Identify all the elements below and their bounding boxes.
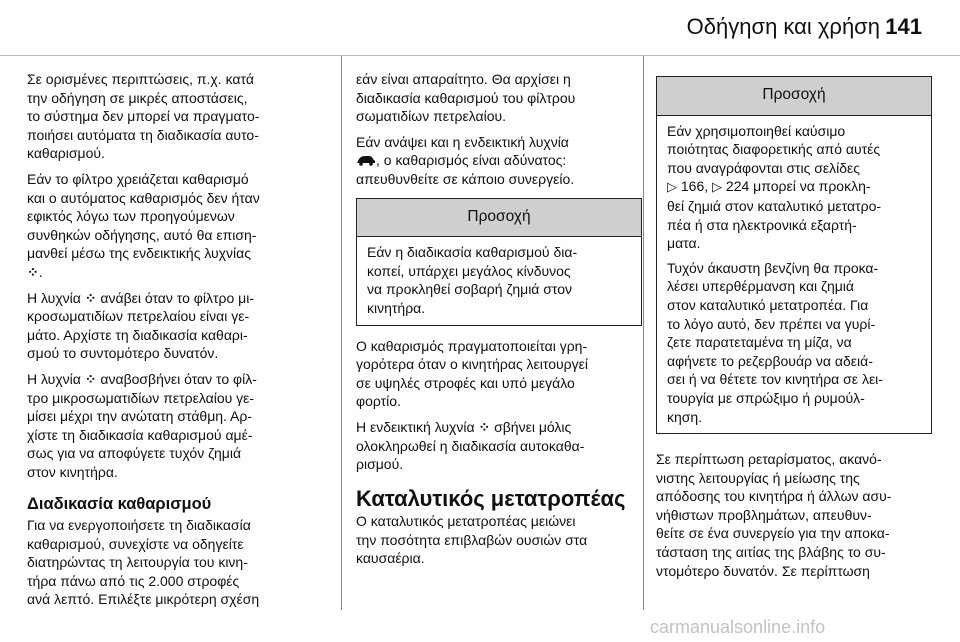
paragraph-high-rpm: Ο καθαρισμός πραγματοποιείται γρη- γορότερα όταν ο κινητήρας λειτουργεί σε υψηλές στροφές και υπό μεγάλο φορτίο. (356, 337, 588, 410)
caution-box-body: Εάν χρησιμοποιηθεί καύσιμο ποιότητας διαφορετικής από αυτές που αναγράφονται στις σελίδες ▷ 166, ▷ 224 μπορεί να προκλη- θεί ζημιά στον καταλυτικό μετατρο- πέα ή στα ηλεκτρονικά εξαρτή- ματα. Τυχόν άκαυστη βενζίνη θα προκα- λέσει υπερθέρμανση και ζημιά στον καταλυτικό μετατροπέα. Για το λόγο αυτό, δεν πρέπει να γυρί- ζετε παρατεταμένα τη μίζα, να αφήνετε το ρεζερβουάρ να αδειά- σει ή να θέτετε τον κινητήρα σε λει- τουργία με σπρώξιμο ή ρυμούλ- κηση. (667, 122, 883, 425)
page-reference-166[interactable]: 166 (680, 178, 705, 195)
page-reference-arrow-icon: ▷ (667, 179, 677, 195)
column-2 (356, 70, 642, 575)
caution-box-body: Εάν η διαδικασία καθαρισμού δια- κοπεί, υπάρχει μεγάλος κίνδυνος να προκληθεί σοβαρή ζημιά στον κινητήρα. (367, 244, 578, 316)
paragraph-engine-problems: Σε περίπτωση ρεταρίσματος, ακανό- νιστης λειτουργίας ή μείωσης της απόδοσης του κινητήρα ή άλλων ασυ- νήθιστων προβλημάτων, απευθυν- θείτε σε ένα συνεργείο για την αποκα- τάσταση της αιτίας της βλάβης το συ- ντομότερο δυνατόν. Σε περίπτωση (656, 451, 892, 579)
paragraph-cleaning-continue: εάν είναι απαραίτητο. Θα αρχίσει η διαδικασία καθαρισμού του φίλτρου σωματιδίων πετρελαίου. (356, 71, 576, 125)
car-service-icon (356, 152, 376, 163)
caution-box-fuel (656, 76, 932, 434)
paragraph-lamp-on: Η λυχνία ⁘ ανάβει όταν το φίλτρο μι- κροσωματιδίων πετρελαίου είναι γε- μάτο. Αρχίστε τη διαδικασία καθαρι- σμού το συντομότερο δυνατόν. (27, 289, 254, 362)
page-header (0, 0, 960, 56)
page-reference-224[interactable]: 224 (725, 178, 750, 195)
dpf-indicator-icon: ⁘ (84, 289, 97, 306)
paragraph-catalytic: Ο καταλυτικός μετατροπέας μειώνει την ποσότητα επιβλαβών ουσιών στα καυσαέρια. (356, 513, 588, 567)
caution-box-title: Προσοχή (357, 199, 641, 238)
paragraph-service-lamp: Εάν ανάψει και η ενδεικτική λυχνία , ο καθαρισμός είναι αδύνατος: απευθυνθείτε σε κάποιο συνεργείο. (356, 133, 575, 187)
section-heading-catalytic: Καταλυτικός μετατροπέας (356, 485, 626, 511)
page-number: 141 (885, 14, 922, 39)
column-3 (656, 70, 932, 587)
caution-box-title: Προσοχή (657, 77, 931, 116)
dpf-indicator-icon: ⁘ (27, 263, 39, 280)
paragraph-lamp-flashing: Η λυχνία ⁘ αναβοσβήνει όταν το φίλ- τρο μικροσωματιδίων πετρελαίου γε- μίσει μέχρι την ανώτατη στάθμη. Αρ- χίστε τη διαδικασία καθαρισμού αμέ- σως για να αποφύγετε τυχόν ζημιά στον κινητήρα. (27, 370, 257, 480)
section-heading-cleaning: Διαδικασία καθαρισμού (27, 495, 212, 514)
column-divider-1 (341, 56, 342, 610)
paragraph-intro: Σε ορισμένες περιπτώσεις, π.χ. κατά την οδήγηση σε μικρές αποστάσεις, το σύστημα δεν μπορεί να πραγματο- ποιήσει αυτόματα τη διαδικασία αυτο- καθαρισμού. (27, 71, 260, 162)
page-title: Οδήγηση και χρήση (686, 14, 880, 39)
caution-box (356, 198, 642, 326)
column-1 (27, 70, 340, 616)
dpf-indicator-icon: ⁘ (84, 370, 97, 387)
dpf-indicator-icon: ⁘ (478, 418, 491, 435)
paragraph-cleaning-procedure: Για να ενεργοποιήσετε τη διαδικασία καθαρισμού, συνεχίστε να οδηγείτε διατηρώντας τη λειτουργία του κινη- τήρα πάνω από τις 2.000 στροφές ανά λεπτό. Επιλέξτε μικρότερη σχέση (27, 517, 260, 608)
paragraph-filter-needs-cleaning: Εάν το φίλτρο χρειάζεται καθαρισμό και ο αυτόματος καθαρισμός δεν ήταν εφικτός λόγω των προηγούμενων συνθηκών οδήγησης, αυτό θα επιση- μανθεί μέσω της ενδεικτικής λυχνίας ⁘. (27, 170, 260, 280)
column-divider-2 (643, 56, 644, 610)
paragraph-lamp-off: Η ενδεικτική λυχνία ⁘ σβήνει μόλις ολοκληρωθεί η διαδικασία αυτοκαθα- ρισμού. (356, 418, 585, 473)
watermark: carmanualsonline.info (650, 617, 826, 637)
page-reference-arrow-icon: ▷ (712, 179, 723, 195)
header-rule (0, 55, 960, 56)
